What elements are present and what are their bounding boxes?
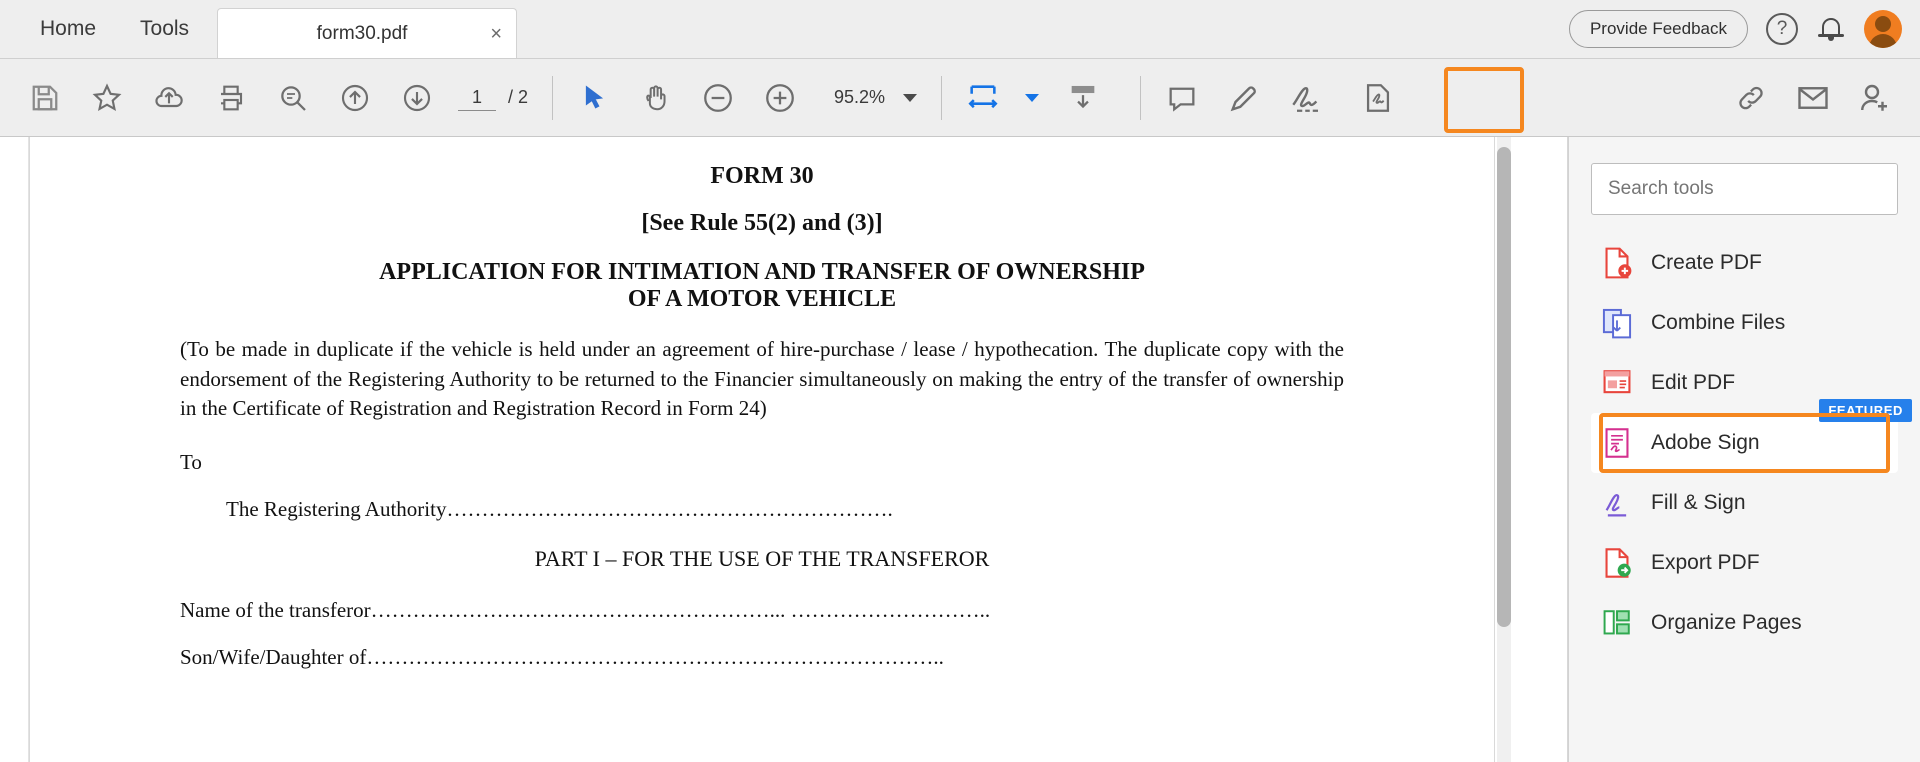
tool-item-export-pdf[interactable] [1591,533,1898,593]
search-tools-input[interactable] [1591,163,1898,215]
create-pdf-icon [1601,246,1633,280]
pdf-page [29,137,1495,762]
document-viewer [0,137,1568,762]
tools-list [1591,233,1903,653]
print-icon[interactable] [208,75,254,121]
save-file-icon[interactable] [22,75,68,121]
share-link-icon[interactable] [1728,75,1774,121]
form-rule-reference: [See Rule 55(2) and (3)] [641,210,883,236]
email-icon[interactable] [1790,75,1836,121]
zoom-dropdown-caret-icon[interactable] [903,94,917,102]
toolbar-separator-2 [941,76,942,120]
upload-cloud-icon[interactable] [146,75,192,121]
viewer-right-gutter [1511,137,1567,762]
bell-clapper [1828,37,1834,41]
add-to-favorites-star-icon[interactable] [84,75,130,121]
title-bar [0,0,1920,59]
find-text-icon[interactable] [270,75,316,121]
form-heading-line2: OF A MOTOR VEHICLE [627,285,897,312]
tool-label: Organize Pages [1651,611,1802,634]
tools-panel [1568,137,1920,762]
close-tab-icon[interactable]: × [490,22,503,45]
tool-item-combine-files[interactable] [1591,293,1898,353]
scroll-mode-icon[interactable] [1060,75,1106,121]
form-to-label: To [180,450,202,475]
fill-and-sign-icon[interactable] [1283,75,1329,121]
form-registering-authority-line: The Registering Authority………………………………………………………. [226,497,893,522]
left-navigation-rail[interactable] [0,137,29,762]
request-signatures-icon[interactable] [1355,75,1401,121]
tool-item-fill-and-sign[interactable] [1591,473,1898,533]
tool-label: Adobe Sign [1651,431,1760,454]
menu-tools[interactable]: Tools [140,17,190,40]
add-person-icon[interactable] [1852,75,1898,121]
form-part-title: PART I – FOR THE USE OF THE TRANSFEROR [534,546,990,572]
featured-badge: FEATURED [1819,399,1912,422]
form-instructions-paragraph: (To be made in duplicate if the vehicle is held under an agreement of hire-purchase / lease / hypothecation. The duplicate copy with the endorsement of the Registering Authority to be returned to the Financier simultaneously on making the entry of the transfer of ownership in the Certificate of Registration and Registration Record in Form 24) [180,336,1344,421]
provide-feedback-button[interactable]: Provide Feedback [1569,10,1748,48]
form-title: FORM 30 [710,163,814,189]
tool-label: Export PDF [1651,551,1760,574]
organize-pages-icon [1601,606,1633,640]
form-field-transferor-name: Name of the transferor…………………………………………………... ……………………….. [180,598,991,623]
zoom-out-icon[interactable] [695,75,741,121]
select-cursor-icon[interactable] [571,75,617,121]
fill-and-sign-tool-highlight [1444,67,1524,133]
tool-label: Fill & Sign [1651,491,1746,514]
export-pdf-icon [1601,546,1633,580]
tool-item-organize-pages[interactable] [1591,593,1898,653]
zoom-in-icon[interactable] [757,75,803,121]
main-toolbar [0,59,1920,137]
comment-icon[interactable] [1159,75,1205,121]
workspace [0,137,1920,762]
toolbar-separator-1 [552,76,553,120]
adobe-sign-icon [1601,426,1633,460]
toolbar-separator-3 [1140,76,1141,120]
help-icon[interactable]: ? [1766,13,1798,45]
pdf-page-content [30,163,1494,670]
form-field-relation: Son/Wife/Daughter of……………………………………………………………………….. [180,645,944,670]
document-tab[interactable] [217,8,517,58]
tool-label: Create PDF [1651,251,1762,274]
tool-label: Combine Files [1651,311,1786,334]
notifications-bell-icon[interactable] [1816,14,1846,44]
title-bar-right [1569,0,1920,58]
vertical-scrollbar-thumb[interactable] [1497,147,1511,627]
tool-item-adobe-sign[interactable] [1591,403,1903,473]
zoom-level-value[interactable]: 95.2% [833,87,886,107]
main-menu [0,0,211,58]
menu-home[interactable]: Home [40,17,97,40]
fill-sign-icon [1601,486,1633,520]
page-navigation [458,85,528,111]
form-heading-line1: APPLICATION FOR INTIMATION AND TRANSFER OF OWNERSHIP [379,259,1145,285]
fit-width-icon[interactable] [960,75,1006,121]
document-tab-label: form30.pdf [316,22,408,44]
edit-pdf-icon [1601,366,1633,400]
form-heading [180,259,1344,313]
tool-item-create-pdf[interactable] [1591,233,1898,293]
fit-width-caret-icon[interactable] [1022,75,1042,121]
pan-hand-icon[interactable] [633,75,679,121]
tool-label: Edit PDF [1651,371,1736,394]
account-avatar[interactable] [1864,10,1902,48]
previous-page-icon[interactable] [332,75,378,121]
next-page-icon[interactable] [394,75,440,121]
page-total-label: / 2 [508,86,529,107]
highlight-pen-icon[interactable] [1221,75,1267,121]
page-number-input[interactable] [458,85,496,111]
combine-files-icon [1601,306,1633,340]
